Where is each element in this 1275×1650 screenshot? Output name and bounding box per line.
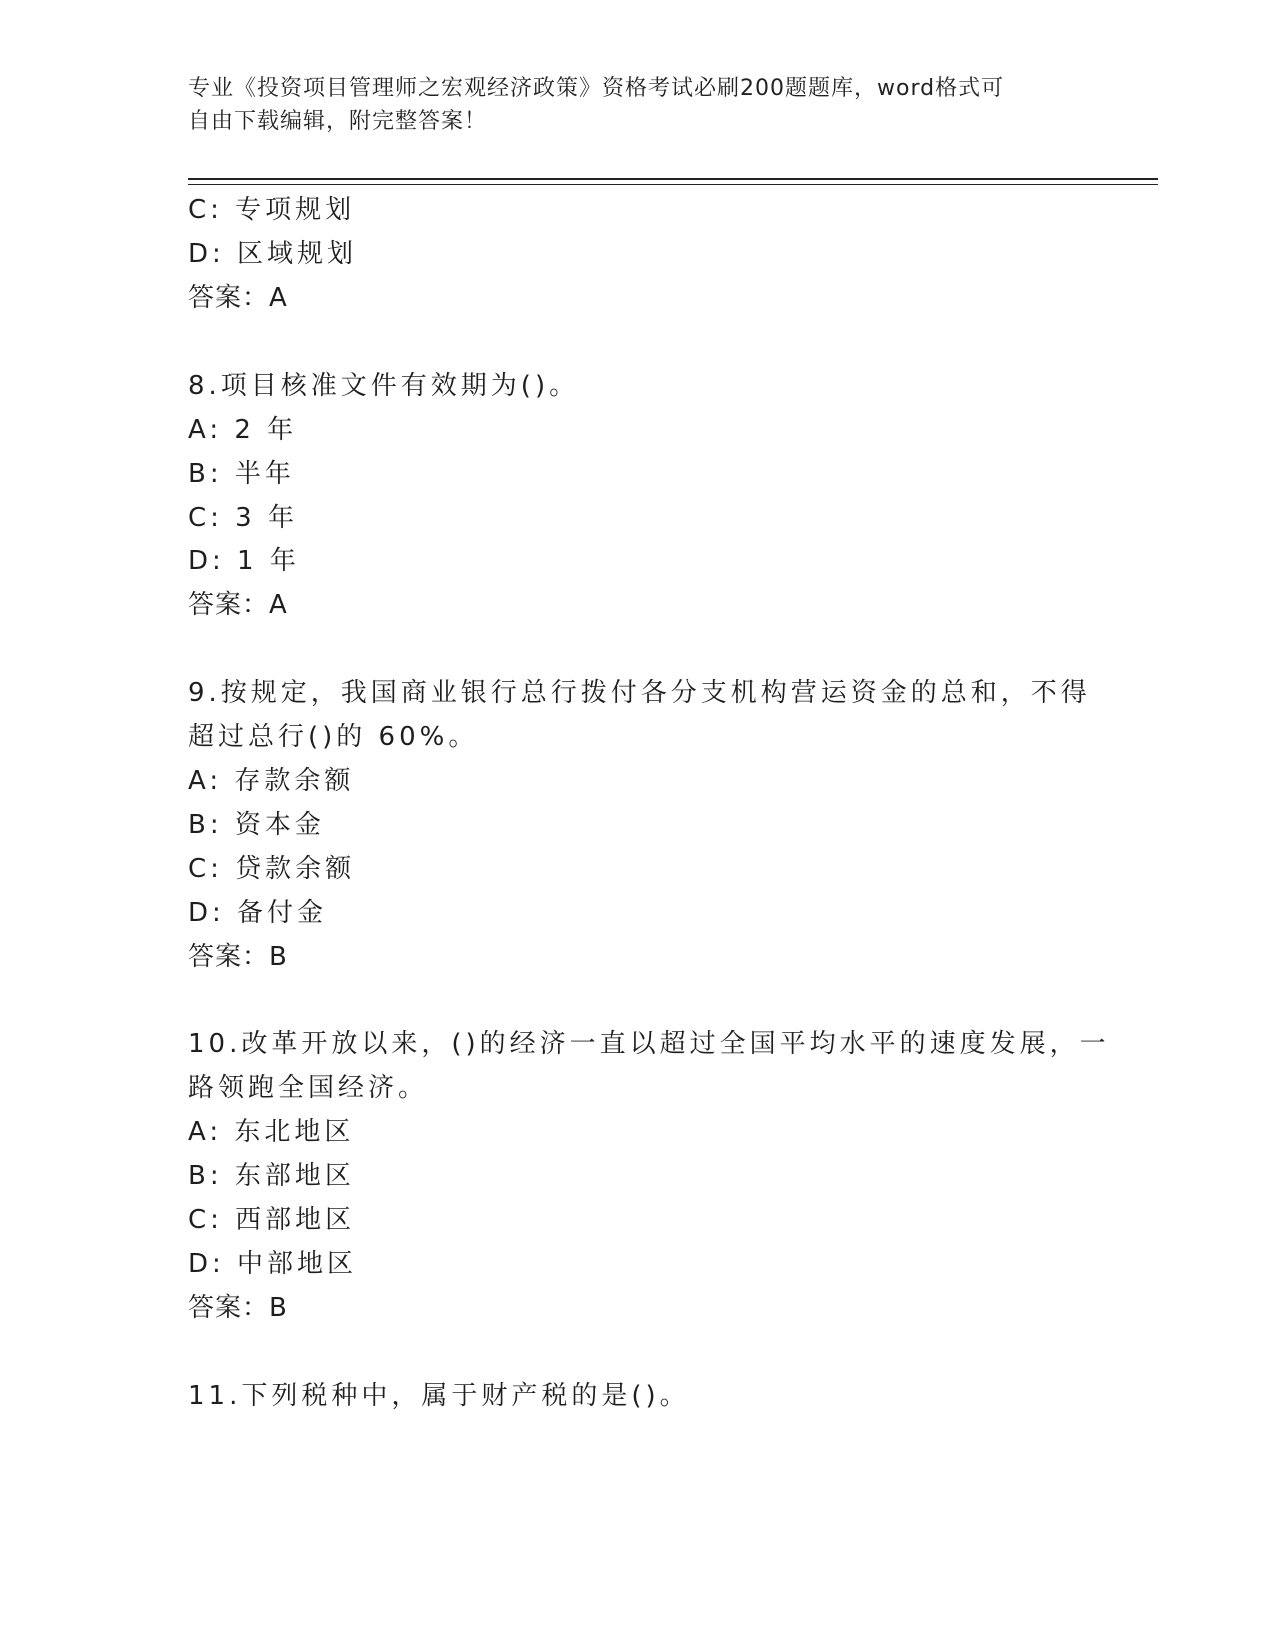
q10-text-line-2: 路领跑全国经济。 xyxy=(188,1073,429,1103)
q10-option-a: A: 东北地区 xyxy=(188,1117,355,1147)
q11-text: 11.下列税种中，属于财产税的是()。 xyxy=(188,1381,690,1411)
header-rule-thin xyxy=(188,184,1158,185)
header-line-2: 自由下载编辑，附完整答案！ xyxy=(188,109,488,134)
q8-option-c: C: 3 年 xyxy=(188,503,298,533)
q8-option-a: A: 2 年 xyxy=(188,415,298,445)
q8-text: 8.项目核准文件有效期为()。 xyxy=(188,371,580,401)
q8-option-b: B: 半年 xyxy=(188,459,295,489)
q8-option-d: D: 1 年 xyxy=(188,546,300,576)
q9-answer: 答案：B xyxy=(188,942,288,972)
q9-option-c: C: 贷款余额 xyxy=(188,854,356,884)
q9-option-d: D: 备付金 xyxy=(188,898,328,928)
header-line-1: 专业《投资项目管理师之宏观经济政策》资格考试必刷200题题库，word格式可 xyxy=(188,76,1005,101)
q9-option-a: A: 存款余额 xyxy=(188,766,355,796)
q9-option-b: B: 资本金 xyxy=(188,810,325,840)
q9-text-line-2: 超过总行()的 60%。 xyxy=(188,722,479,752)
q10-option-b: B: 东部地区 xyxy=(188,1161,355,1191)
q9-text-line-1: 9.按规定，我国商业银行总行拨付各分支机构营运资金的总和，不得 xyxy=(188,678,1091,708)
q10-option-c: C: 西部地区 xyxy=(188,1205,356,1235)
q7-option-c: C: 专项规划 xyxy=(188,195,356,225)
document-header xyxy=(188,72,1078,138)
q7-option-d: D: 区域规划 xyxy=(188,239,358,269)
q7-answer: 答案：A xyxy=(188,283,288,313)
q10-option-d: D: 中部地区 xyxy=(188,1249,358,1279)
q8-answer: 答案：A xyxy=(188,590,288,620)
q10-text-line-1: 10.改革开放以来，()的经济一直以超过全国平均水平的速度发展，一 xyxy=(188,1029,1110,1059)
q10-answer: 答案：B xyxy=(188,1293,288,1323)
header-rule-thick xyxy=(188,178,1158,180)
